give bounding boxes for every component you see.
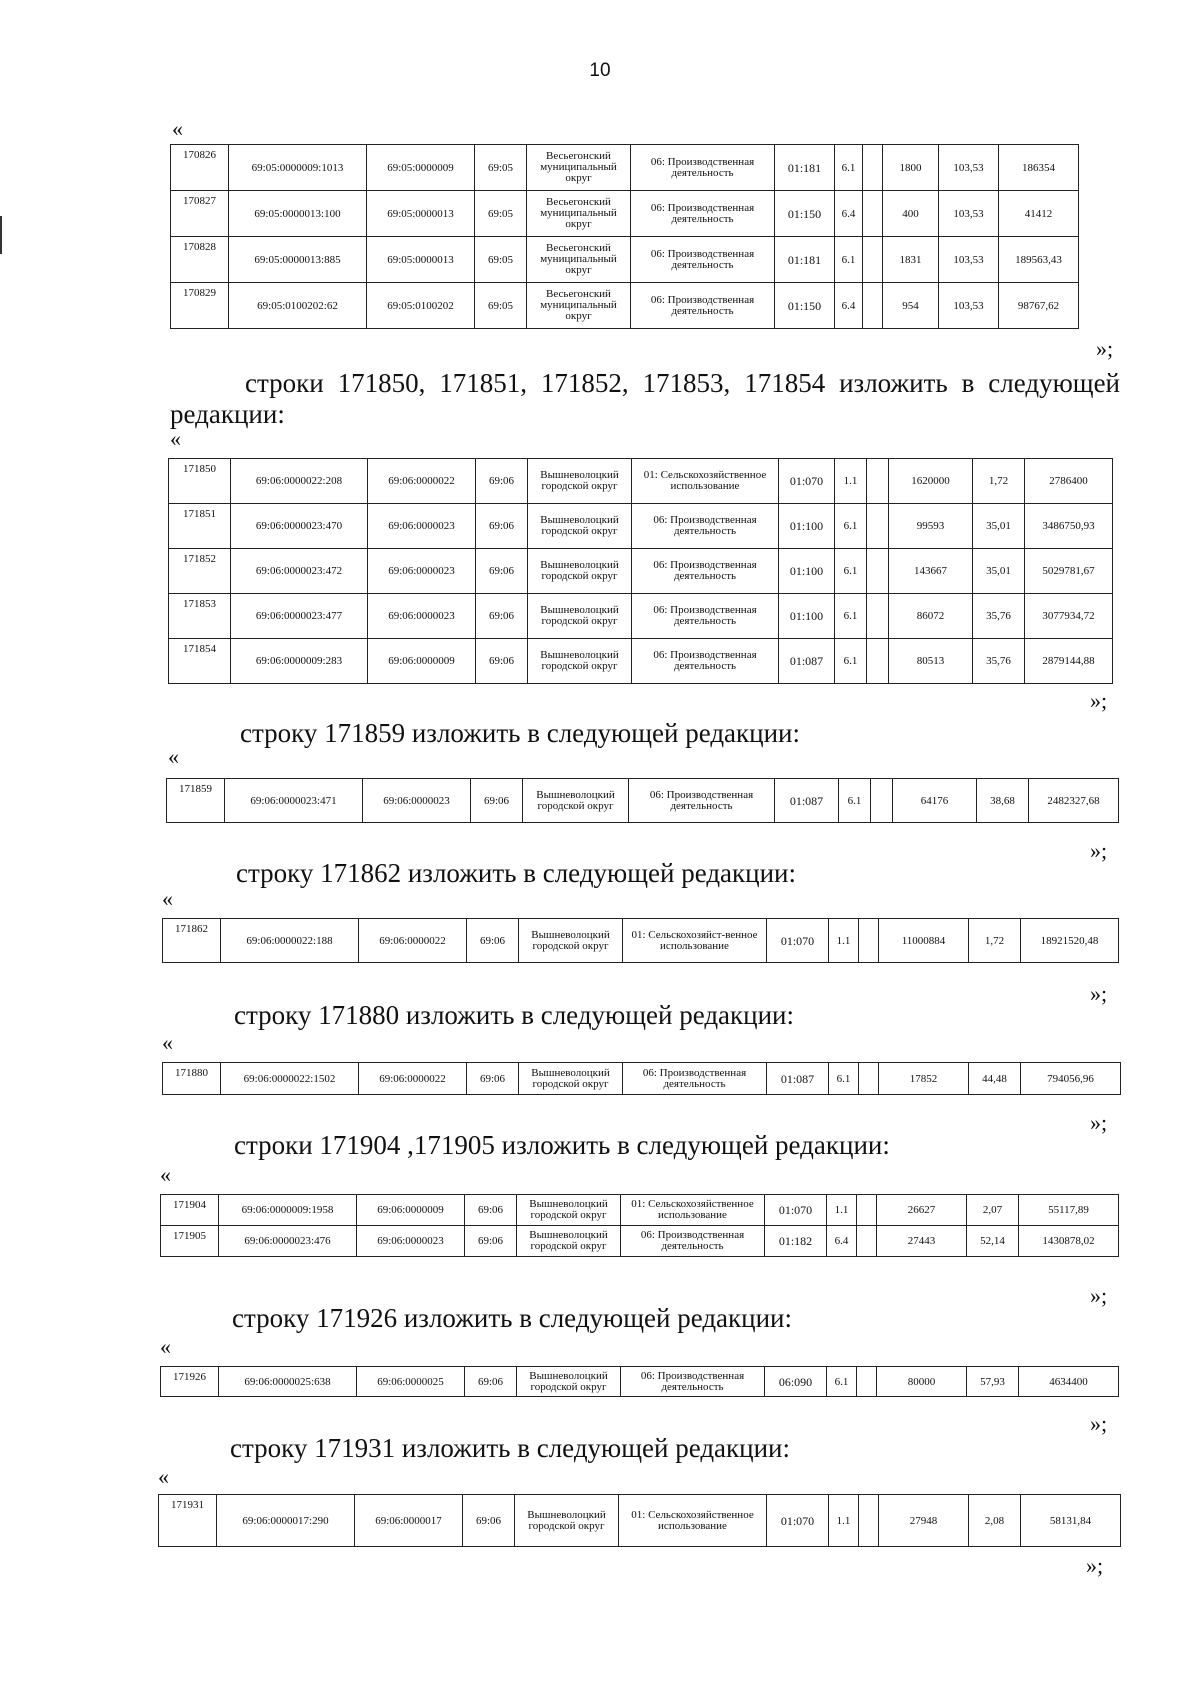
table-row <box>161 1367 1119 1397</box>
cell-code: 01:087 <box>779 639 835 684</box>
close-quote: »; <box>1086 1553 1104 1578</box>
cell-value: 98767,62 <box>999 283 1079 329</box>
cell-usage: 06: Производственная деятельность <box>621 1367 765 1397</box>
cell-empty <box>867 594 889 639</box>
cell-zone: 69:05 <box>475 237 527 283</box>
close-quote: »; <box>1090 1411 1108 1436</box>
instruction-text: строку 171880 изложить в следующей редакции: <box>234 1000 795 1030</box>
open-quote: « <box>162 886 173 911</box>
open-quote: « <box>160 1334 171 1359</box>
table-row <box>171 145 1079 191</box>
cell-code: 01:087 <box>775 779 839 823</box>
cell-num: 171862 <box>163 919 221 963</box>
cell-zone: 69:06 <box>476 639 528 684</box>
cell-cad: 69:06:0000017:290 <box>217 1495 355 1547</box>
cell-usage: 06: Производственная деятельность <box>632 594 779 639</box>
cell-usage: 01: Сельскохозяйст-венное использование <box>623 919 767 963</box>
cell-group: 6.1 <box>827 1367 857 1397</box>
cell-num: 171926 <box>161 1367 219 1397</box>
cell-value: 18921520,48 <box>1021 919 1119 963</box>
cell-code: 01:070 <box>779 459 835 504</box>
cell-value: 58131,84 <box>1021 1495 1121 1547</box>
cell-num: 170828 <box>171 237 229 283</box>
cell-zone: 69:05 <box>475 283 527 329</box>
cell-group: 6.1 <box>835 549 867 594</box>
cell-cad: 69:06:0000023:470 <box>231 504 368 549</box>
open-quote: « <box>170 426 181 451</box>
cell-usage: 06: Производственная деятельность <box>621 1226 765 1257</box>
cell-quarter: 69:06:0000022 <box>359 1063 467 1095</box>
cell-code: 01:150 <box>775 283 835 329</box>
data-table <box>166 778 1119 823</box>
cell-area: 400 <box>883 191 939 237</box>
cell-area: 64176 <box>893 779 977 823</box>
cell-area: 1831 <box>883 237 939 283</box>
cell-num: 171905 <box>161 1226 219 1257</box>
table-row <box>159 1495 1121 1547</box>
cell-usage: 06: Производственная деятельность <box>629 779 775 823</box>
cell-municipality: Вышневолоцкий городской округ <box>528 594 632 639</box>
cell-quarter: 69:06:0000009 <box>368 639 476 684</box>
table-row <box>167 779 1119 823</box>
cell-zone: 69:06 <box>476 549 528 594</box>
cell-code: 01:070 <box>767 919 829 963</box>
data-table <box>158 1494 1121 1547</box>
cell-code: 01:181 <box>775 145 835 191</box>
cell-group: 1.1 <box>835 459 867 504</box>
cell-rate: 2,07 <box>967 1195 1019 1226</box>
cell-rate: 35,76 <box>973 639 1025 684</box>
cell-cad: 69:06:0000022:1502 <box>221 1063 359 1095</box>
cell-value: 189563,43 <box>999 237 1079 283</box>
cell-rate: 2,08 <box>969 1495 1021 1547</box>
cell-quarter: 69:06:0000009 <box>357 1195 465 1226</box>
cell-code: 01:182 <box>765 1226 827 1257</box>
table-row <box>163 919 1119 963</box>
close-quote: »; <box>1090 688 1108 713</box>
table-row <box>171 191 1079 237</box>
cell-empty <box>871 779 893 823</box>
cell-code: 01:100 <box>779 504 835 549</box>
cell-usage: 01: Сельскохозяйственное использование <box>619 1495 767 1547</box>
table-row <box>161 1226 1119 1257</box>
cell-num: 170826 <box>171 145 229 191</box>
cell-municipality: Весьегонский муниципальный округ <box>527 283 631 329</box>
cell-code: 01:100 <box>779 594 835 639</box>
instruction-text: строку 171859 изложить в следующей редакции: <box>240 718 801 748</box>
cell-empty <box>863 237 883 283</box>
cell-empty <box>867 504 889 549</box>
cell-quarter: 69:05:0000009 <box>367 145 475 191</box>
table-row <box>169 459 1113 504</box>
cell-rate: 35,76 <box>973 594 1025 639</box>
cell-empty <box>857 1367 877 1397</box>
cell-quarter: 69:06:0000017 <box>355 1495 463 1547</box>
cell-municipality: Вышневолоцкий городской округ <box>519 919 623 963</box>
close-quote: »; <box>1090 981 1108 1006</box>
cell-value: 55117,89 <box>1019 1195 1119 1226</box>
cell-zone: 69:06 <box>463 1495 515 1547</box>
close-quote: »; <box>1096 336 1114 361</box>
cell-cad: 69:05:0000013:885 <box>229 237 367 283</box>
cell-empty <box>863 191 883 237</box>
cell-municipality: Вышневолоцкий городской округ <box>528 639 632 684</box>
cell-usage: 06: Производственная деятельность <box>623 1063 767 1095</box>
cell-usage: 06: Производственная деятельность <box>631 237 775 283</box>
cell-rate: 1,72 <box>969 919 1021 963</box>
cell-quarter: 69:06:0000023 <box>368 549 476 594</box>
cell-quarter: 69:06:0000023 <box>368 504 476 549</box>
cell-group: 6.1 <box>835 145 863 191</box>
cell-group: 1.1 <box>827 1195 857 1226</box>
cell-municipality: Вышневолоцкий городской округ <box>523 779 629 823</box>
cell-code: 01:181 <box>775 237 835 283</box>
cell-zone: 69:06 <box>467 919 519 963</box>
cell-group: 6.4 <box>835 283 863 329</box>
close-quote: »; <box>1090 1110 1108 1135</box>
cell-zone: 69:06 <box>465 1367 517 1397</box>
cell-usage: 06: Производственная деятельность <box>632 549 779 594</box>
cell-area: 80000 <box>877 1367 967 1397</box>
cell-cad: 69:06:0000023:471 <box>225 779 363 823</box>
cell-area: 86072 <box>889 594 973 639</box>
cell-area: 99593 <box>889 504 973 549</box>
open-quote: « <box>168 744 179 769</box>
cell-rate: 52,14 <box>967 1226 1019 1257</box>
cell-value: 2482327,68 <box>1029 779 1119 823</box>
cell-empty <box>857 1195 877 1226</box>
cell-num: 171859 <box>167 779 225 823</box>
cell-cad: 69:05:0000013:100 <box>229 191 367 237</box>
cell-value: 3077934,72 <box>1025 594 1113 639</box>
cell-municipality: Весьегонский муниципальный округ <box>527 237 631 283</box>
cell-municipality: Вышневолоцкий городской округ <box>528 549 632 594</box>
cell-quarter: 69:06:0000022 <box>368 459 476 504</box>
cell-num: 171852 <box>169 549 231 594</box>
cell-usage: 06: Производственная деятельность <box>631 283 775 329</box>
cell-rate: 1,72 <box>973 459 1025 504</box>
cell-empty <box>867 459 889 504</box>
table-row <box>169 549 1113 594</box>
open-quote: « <box>160 1162 171 1187</box>
cell-cad: 69:05:0100202:62 <box>229 283 367 329</box>
cell-num: 171904 <box>161 1195 219 1226</box>
cell-code: 06:090 <box>765 1367 827 1397</box>
cell-num: 170827 <box>171 191 229 237</box>
cell-area: 11000884 <box>879 919 969 963</box>
cell-empty <box>859 919 879 963</box>
cell-empty <box>859 1495 879 1547</box>
cell-area: 143667 <box>889 549 973 594</box>
cell-zone: 69:06 <box>465 1195 517 1226</box>
cell-num: 171851 <box>169 504 231 549</box>
cell-area: 26627 <box>877 1195 967 1226</box>
open-quote: « <box>172 116 183 141</box>
cell-group: 6.1 <box>835 594 867 639</box>
cell-code: 01:070 <box>767 1495 829 1547</box>
cell-usage: 06: Производственная деятельность <box>632 504 779 549</box>
cell-quarter: 69:06:0000023 <box>357 1226 465 1257</box>
table-row <box>161 1195 1119 1226</box>
cell-municipality: Вышневолоцкий городской округ <box>517 1195 621 1226</box>
cell-rate: 44,48 <box>969 1063 1021 1095</box>
cell-municipality: Весьегонский муниципальный округ <box>527 191 631 237</box>
cell-num: 170829 <box>171 283 229 329</box>
cell-usage: 06: Производственная деятельность <box>632 639 779 684</box>
cell-rate: 35,01 <box>973 504 1025 549</box>
cell-rate: 103,53 <box>939 191 999 237</box>
cell-value: 4634400 <box>1019 1367 1119 1397</box>
cell-usage: 01: Сельскохозяйственное использование <box>621 1195 765 1226</box>
cell-zone: 69:06 <box>471 779 523 823</box>
cell-group: 6.4 <box>827 1226 857 1257</box>
cell-zone: 69:06 <box>476 504 528 549</box>
cell-quarter: 69:05:0000013 <box>367 237 475 283</box>
cell-group: 6.1 <box>835 504 867 549</box>
cell-zone: 69:06 <box>476 594 528 639</box>
cell-value: 5029781,67 <box>1025 549 1113 594</box>
cell-num: 171854 <box>169 639 231 684</box>
table-row <box>169 504 1113 549</box>
table-row <box>171 237 1079 283</box>
instruction-text: строки 171904 ,171905 изложить в следующей редакции: <box>234 1130 890 1160</box>
cell-value: 186354 <box>999 145 1079 191</box>
cell-value: 41412 <box>999 191 1079 237</box>
cell-cad: 69:06:0000023:472 <box>231 549 368 594</box>
cell-usage: 06: Производственная деятельность <box>631 191 775 237</box>
cell-quarter: 69:05:0100202 <box>367 283 475 329</box>
cell-empty <box>863 283 883 329</box>
cell-quarter: 69:06:0000022 <box>359 919 467 963</box>
cell-value: 2786400 <box>1025 459 1113 504</box>
cell-rate: 35,01 <box>973 549 1025 594</box>
data-table <box>170 144 1079 329</box>
cell-num: 171931 <box>159 1495 217 1547</box>
cell-cad: 69:06:0000025:638 <box>219 1367 357 1397</box>
cell-num: 171850 <box>169 459 231 504</box>
open-quote: « <box>162 1030 173 1055</box>
data-table <box>162 918 1119 963</box>
cell-area: 1800 <box>883 145 939 191</box>
cell-rate: 57,93 <box>967 1367 1019 1397</box>
cell-area: 80513 <box>889 639 973 684</box>
instruction-text: строки 171850, 171851, 171852, 171853, 171854 изложить в следующей редакции: <box>170 368 1120 429</box>
cell-municipality: Весьегонский муниципальный округ <box>527 145 631 191</box>
cell-num: 171853 <box>169 594 231 639</box>
cell-empty <box>857 1226 877 1257</box>
cell-quarter: 69:06:0000023 <box>368 594 476 639</box>
cell-municipality: Вышневолоцкий городской округ <box>515 1495 619 1547</box>
close-quote: »; <box>1090 838 1108 863</box>
cell-rate: 38,68 <box>977 779 1029 823</box>
data-table <box>168 458 1113 684</box>
cell-area: 27443 <box>877 1226 967 1257</box>
cell-code: 01:150 <box>775 191 835 237</box>
data-table <box>160 1194 1119 1257</box>
cell-cad: 69:06:0000009:1958 <box>219 1195 357 1226</box>
table-row <box>171 283 1079 329</box>
cell-area: 1620000 <box>889 459 973 504</box>
table-row <box>169 594 1113 639</box>
cell-quarter: 69:05:0000013 <box>367 191 475 237</box>
cell-rate: 103,53 <box>939 145 999 191</box>
cell-group: 1.1 <box>829 919 859 963</box>
cell-cad: 69:06:0000023:477 <box>231 594 368 639</box>
cell-group: 1.1 <box>829 1495 859 1547</box>
cell-empty <box>859 1063 879 1095</box>
cell-value: 2879144,88 <box>1025 639 1113 684</box>
cell-zone: 69:06 <box>465 1226 517 1257</box>
cell-value: 3486750,93 <box>1025 504 1113 549</box>
table-row <box>169 639 1113 684</box>
cell-municipality: Вышневолоцкий городской округ <box>519 1063 623 1095</box>
instruction-text: строку 171862 изложить в следующей редакции: <box>236 858 797 888</box>
cell-group: 6.1 <box>835 237 863 283</box>
page-number: 10 <box>589 60 611 81</box>
cell-zone: 69:05 <box>475 145 527 191</box>
close-quote: »; <box>1090 1283 1108 1308</box>
cell-rate: 103,53 <box>939 237 999 283</box>
table-row <box>163 1063 1121 1095</box>
cell-code: 01:070 <box>765 1195 827 1226</box>
cell-cad: 69:05:0000009:1013 <box>229 145 367 191</box>
cell-group: 6.1 <box>829 1063 859 1095</box>
cell-empty <box>863 145 883 191</box>
data-table <box>162 1062 1121 1095</box>
cell-area: 27948 <box>879 1495 969 1547</box>
cell-num: 171880 <box>163 1063 221 1095</box>
cell-usage: 01: Сельскохозяйственное использование <box>632 459 779 504</box>
cell-zone: 69:05 <box>475 191 527 237</box>
cell-municipality: Вышневолоцкий городской округ <box>517 1367 621 1397</box>
cell-group: 6.1 <box>835 639 867 684</box>
cell-cad: 69:06:0000009:283 <box>231 639 368 684</box>
cell-rate: 103,53 <box>939 283 999 329</box>
cell-cad: 69:06:0000022:188 <box>221 919 359 963</box>
data-table <box>160 1366 1119 1397</box>
instruction-text: строку 171931 изложить в следующей редакции: <box>230 1433 791 1463</box>
cell-cad: 69:06:0000022:208 <box>231 459 368 504</box>
cell-area: 17852 <box>879 1063 969 1095</box>
cell-zone: 69:06 <box>476 459 528 504</box>
cell-area: 954 <box>883 283 939 329</box>
cell-value: 794056,96 <box>1021 1063 1121 1095</box>
cell-zone: 69:06 <box>467 1063 519 1095</box>
cell-code: 01:087 <box>767 1063 829 1095</box>
open-quote: « <box>158 1464 169 1489</box>
cell-group: 6.1 <box>839 779 871 823</box>
cell-municipality: Вышневолоцкий городской округ <box>528 459 632 504</box>
scan-edge-mark <box>0 216 2 254</box>
cell-group: 6.4 <box>835 191 863 237</box>
instruction-text: строку 171926 изложить в следующей редакции: <box>232 1303 793 1333</box>
cell-municipality: Вышневолоцкий городской округ <box>517 1226 621 1257</box>
cell-empty <box>867 639 889 684</box>
cell-quarter: 69:06:0000023 <box>363 779 471 823</box>
cell-quarter: 69:06:0000025 <box>357 1367 465 1397</box>
cell-code: 01:100 <box>779 549 835 594</box>
cell-cad: 69:06:0000023:476 <box>219 1226 357 1257</box>
cell-empty <box>867 549 889 594</box>
cell-value: 1430878,02 <box>1019 1226 1119 1257</box>
cell-municipality: Вышневолоцкий городской округ <box>528 504 632 549</box>
cell-usage: 06: Производственная деятельность <box>631 145 775 191</box>
